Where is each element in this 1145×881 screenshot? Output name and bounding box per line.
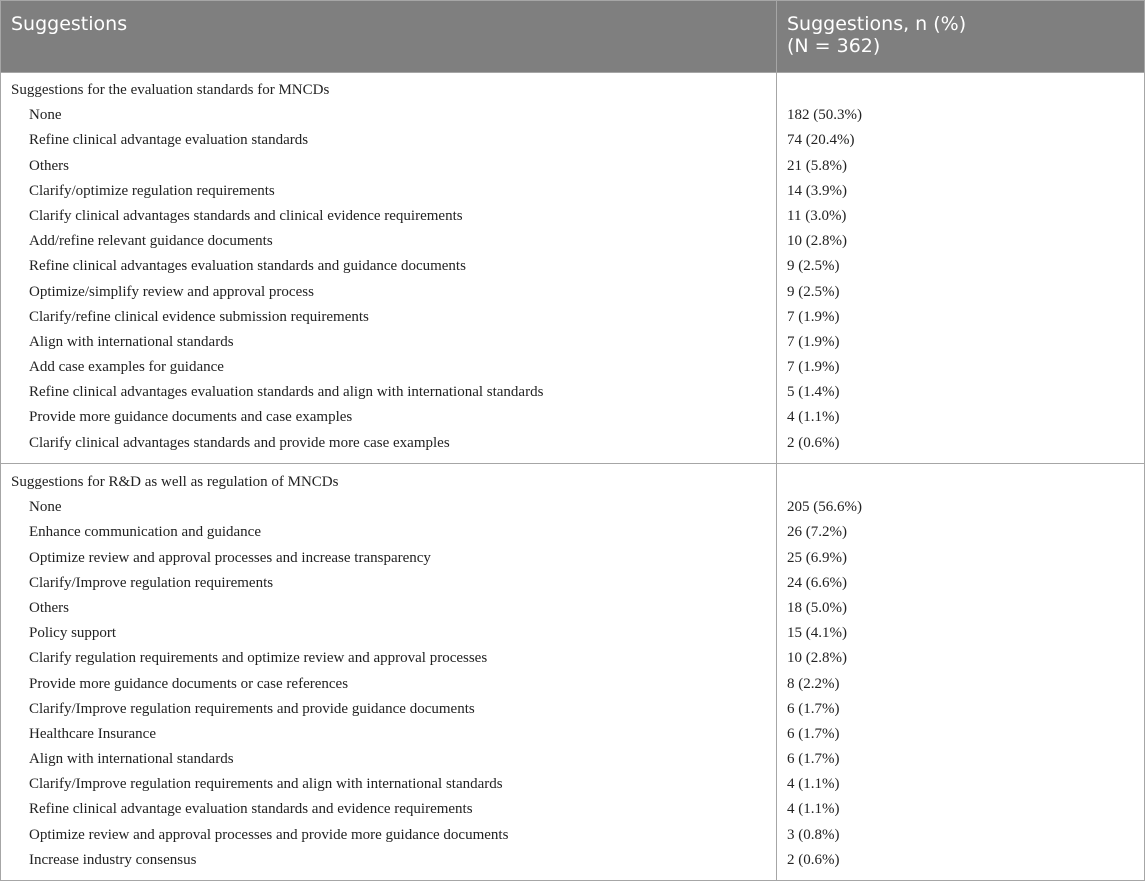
table-row: [1, 722, 1144, 747]
row-label: Clarify/optimize regulation requirements: [29, 182, 275, 199]
row-label: Refine clinical advantage evaluation standards: [29, 132, 309, 149]
table-row: [1, 646, 1144, 671]
row-value: 25 (6.9%): [787, 549, 847, 566]
table-row: [1, 772, 1144, 797]
row-value: 5 (1.4%): [787, 384, 840, 401]
row-value: 9 (2.5%): [787, 283, 840, 300]
row-label: Clarify/Improve regulation requirements and provide guidance documents: [29, 700, 475, 717]
row-label: Add case examples for guidance: [29, 359, 224, 376]
row-value: 4 (1.1%): [787, 776, 840, 793]
row-label: Clarify/Improve regulation requirements and align with international standards: [29, 776, 503, 793]
row-value: 7 (1.9%): [787, 333, 840, 350]
header-suggestions: Suggestions: [11, 13, 128, 35]
row-value: 7 (1.9%): [787, 308, 840, 325]
row-value: 9 (2.5%): [787, 258, 840, 275]
row-label: Refine clinical advantages evaluation standards and guidance documents: [29, 258, 466, 275]
row-label: Enhance communication and guidance: [29, 524, 261, 541]
row-value: 6 (1.7%): [787, 751, 840, 768]
row-label: Add/refine relevant guidance documents: [29, 233, 273, 250]
row-value: 4 (1.1%): [787, 801, 840, 818]
row-value: 14 (3.9%): [787, 182, 847, 199]
table-row: [1, 672, 1144, 697]
table-row: [1, 546, 1144, 571]
table-row: [1, 520, 1144, 545]
row-value: 4 (1.1%): [787, 409, 840, 426]
table-row: [1, 330, 1144, 355]
row-label: Clarify/Improve regulation requirements: [29, 574, 274, 591]
table-row: [1, 697, 1144, 722]
table-row: [1, 204, 1144, 229]
table-row: [1, 305, 1144, 330]
row-value: 2 (0.6%): [787, 434, 840, 451]
row-value: 15 (4.1%): [787, 625, 847, 642]
row-value: 21 (5.8%): [787, 157, 847, 174]
table-row: [1, 823, 1144, 848]
header-count-percent: Suggestions, n (%) (N = 362): [787, 13, 967, 57]
row-label: None: [29, 499, 62, 516]
table-row: [1, 229, 1144, 254]
row-label: Others: [29, 157, 69, 174]
table-row: [1, 355, 1144, 380]
row-value: 24 (6.6%): [787, 574, 847, 591]
table-row: [1, 621, 1144, 646]
table-row: [1, 128, 1144, 153]
section-title: Suggestions for the evaluation standards for MNCDs: [11, 82, 330, 98]
row-label: Policy support: [29, 625, 117, 642]
row-value: 8 (2.2%): [787, 675, 840, 692]
row-value: 11 (3.0%): [787, 207, 847, 224]
row-label: None: [29, 107, 62, 124]
row-value: 2 (0.6%): [787, 851, 840, 868]
row-label: Clarify clinical advantages standards and provide more case examples: [29, 434, 450, 451]
table-row: [1, 254, 1144, 279]
row-label: Provide more guidance documents or case references: [29, 675, 349, 692]
table-row: [1, 747, 1144, 772]
row-label: Optimize review and approval processes and increase transparency: [29, 549, 431, 566]
row-label: Others: [29, 599, 69, 616]
row-label: Healthcare Insurance: [29, 725, 157, 742]
table-row: [1, 495, 1144, 520]
row-label: Refine clinical advantage evaluation standards and evidence requirements: [29, 801, 473, 818]
row-label: Clarify regulation requirements and optimize review and approval processes: [29, 650, 488, 667]
table-row: [1, 103, 1144, 128]
table-row: [1, 380, 1144, 405]
row-value: 26 (7.2%): [787, 524, 847, 541]
table-row: [1, 797, 1144, 822]
section-title: Suggestions for R&D as well as regulation of MNCDs: [11, 474, 339, 490]
row-label: Provide more guidance documents and case examples: [29, 409, 353, 426]
row-label: Align with international standards: [29, 751, 234, 768]
row-value: 10 (2.8%): [787, 650, 847, 667]
row-value: 18 (5.0%): [787, 599, 847, 616]
row-label: Optimize review and approval processes and provide more guidance documents: [29, 826, 509, 843]
row-value: 6 (1.7%): [787, 700, 840, 717]
row-value: 10 (2.8%): [787, 233, 847, 250]
section-rd-regulation: [1, 470, 1144, 873]
row-value: 182 (50.3%): [787, 107, 862, 124]
table-row: [1, 179, 1144, 204]
row-label: Refine clinical advantages evaluation standards and align with international standards: [29, 384, 544, 401]
table-header: [1, 1, 1144, 73]
table-row: [1, 571, 1144, 596]
row-label: Optimize/simplify review and approval process: [29, 283, 314, 300]
section-evaluation-standards: [1, 78, 1144, 456]
table-row: [1, 280, 1144, 305]
row-value: 6 (1.7%): [787, 725, 840, 742]
row-label: Clarify/refine clinical evidence submission requirements: [29, 308, 369, 325]
row-label: Align with international standards: [29, 333, 234, 350]
table-row: [1, 596, 1144, 621]
row-value: 3 (0.8%): [787, 826, 840, 843]
row-value: 7 (1.9%): [787, 359, 840, 376]
row-value: 74 (20.4%): [787, 132, 855, 149]
section-title-row: [1, 78, 1144, 103]
table-row: [1, 405, 1144, 430]
table-row: [1, 154, 1144, 179]
row-label: Clarify clinical advantages standards and clinical evidence requirements: [29, 207, 463, 224]
table-row: [1, 848, 1144, 873]
section-title-row: [1, 470, 1144, 495]
table-row: [1, 431, 1144, 456]
section-divider: [1, 463, 1144, 464]
row-value: 205 (56.6%): [787, 499, 862, 516]
row-label: Increase industry consensus: [29, 851, 197, 868]
